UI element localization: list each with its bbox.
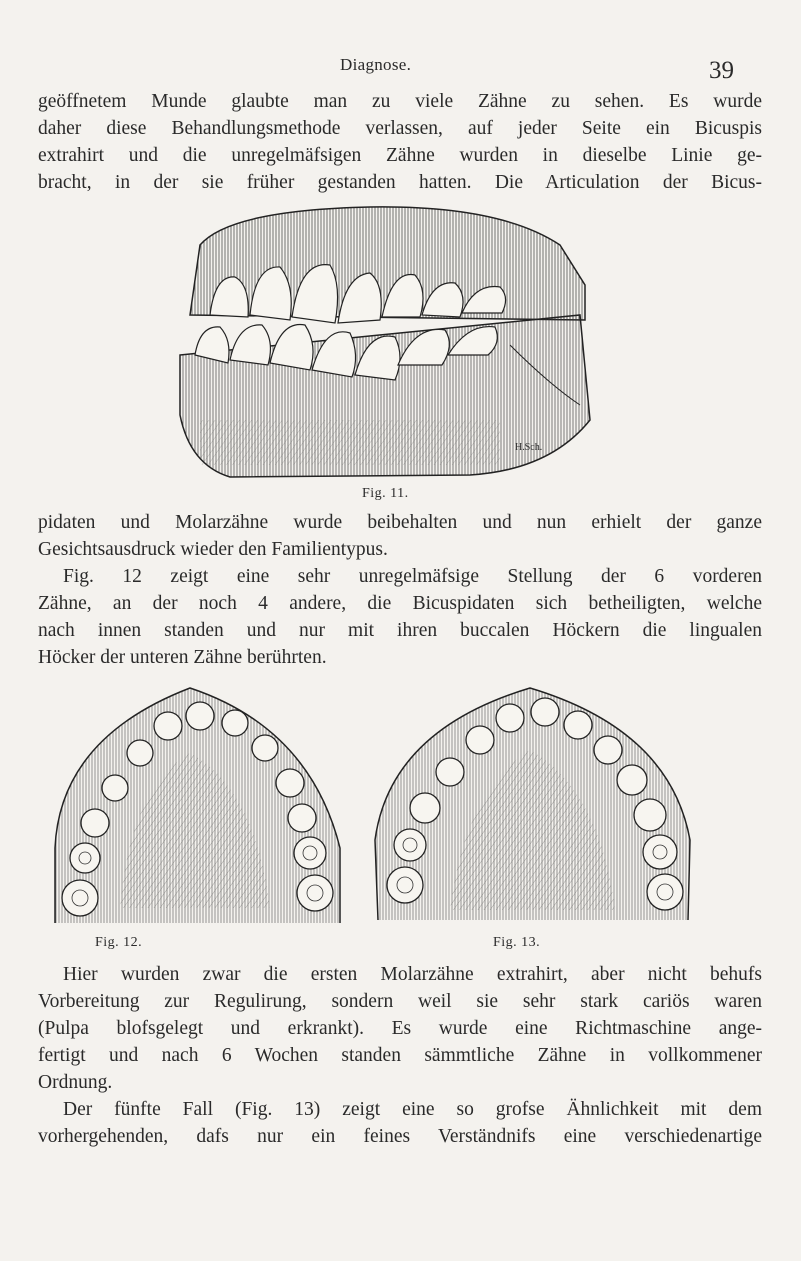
running-head <box>0 55 801 85</box>
page-number: 39 <box>709 57 734 84</box>
figure-11 <box>170 205 600 480</box>
text-line: Höcker der unteren Zähne berührten. <box>38 647 327 668</box>
text-line: Hier wurden zwar die ersten Molarzähne extrahirt, aber nicht behufs <box>63 964 762 985</box>
text-line: Fig. 12 zeigt eine sehr unregelmäfsige Stellung der 6 vorderen <box>63 566 762 587</box>
paragraph-5 <box>38 1096 762 1150</box>
upper-dental-arch-icon <box>40 678 350 928</box>
text-line: extrahirt und die unregelmäfsigen Zähne wurden in dieselbe Linie ge- <box>38 145 762 166</box>
figure-11-caption: Fig. 11. <box>362 486 409 501</box>
text-line: (Pulpa blofsgelegt und erkrankt). Es wurde eine Richtmaschine ange- <box>38 1018 762 1039</box>
text-line: daher diese Behandlungsmethode verlassen, auf jeder Seite ein Bicuspis <box>38 118 762 139</box>
figure-13-caption: Fig. 13. <box>493 935 541 950</box>
figure-12 <box>40 678 350 928</box>
engraver-signature: H.Sch. <box>515 442 543 453</box>
text-line: Gesichtsausdruck wieder den Familientypus. <box>38 539 388 560</box>
text-line: Zähne, an der noch 4 andere, die Bicuspidaten sich betheiligten, welche <box>38 593 762 614</box>
text-line: vorhergehenden, dafs nur ein feines Verständnifs eine verschiedenartige <box>38 1126 762 1147</box>
text-line: geöffnetem Munde glaubte man zu viele Zähne zu sehen. Es wurde <box>38 91 762 112</box>
paragraph-2 <box>38 509 762 563</box>
dental-cast-side-view-icon <box>170 205 600 480</box>
text-line: Der fünfte Fall (Fig. 13) zeigt eine so grofse Ähnlichkeit mit dem <box>63 1099 762 1120</box>
paragraph-1 <box>38 88 762 196</box>
running-title: Diagnose. <box>340 55 412 74</box>
text-line: Ordnung. <box>38 1072 113 1093</box>
text-line: fertigt und nach 6 Wochen standen sämmtliche Zähne in vollkommener <box>38 1045 762 1066</box>
paragraph-3 <box>38 563 762 671</box>
text-line: bracht, in der sie früher gestanden hatten. Die Articulation der Bicus- <box>38 172 762 193</box>
text-line: nach innen standen und nur mit ihren buccalen Höckern die lingualen <box>38 620 762 641</box>
figure-12-caption: Fig. 12. <box>95 935 143 950</box>
text-line: pidaten und Molarzähne wurde beibehalten und nun erhielt der ganze <box>38 512 762 533</box>
paragraph-4 <box>38 961 762 1096</box>
upper-dental-arch-icon <box>370 680 700 925</box>
figure-13 <box>370 680 700 925</box>
text-line: Vorbereitung zur Regulirung, sondern weil sie sehr stark cariös waren <box>38 991 762 1012</box>
